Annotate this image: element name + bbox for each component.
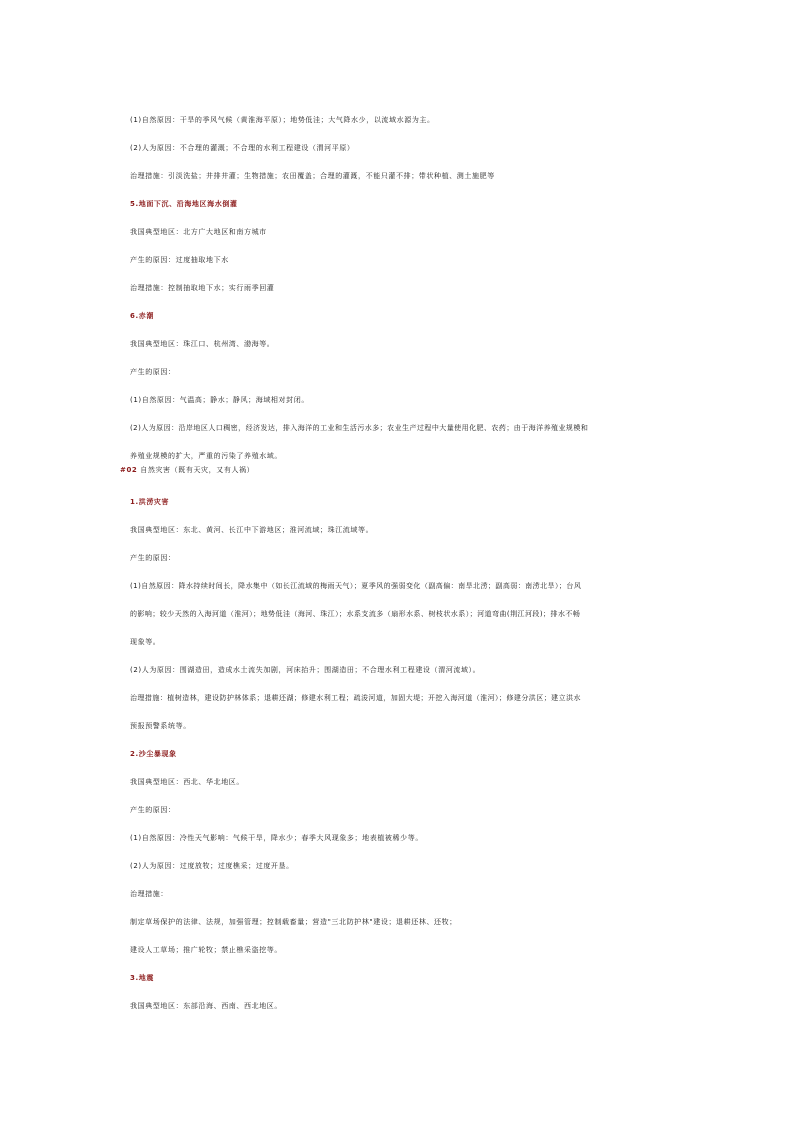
section-heading: 3.地震 — [130, 974, 154, 982]
text-line: 我国典型地区：东北、黄河、长江中下游地区；淮河流域；珠江流域等。 — [130, 526, 374, 534]
text-line: (2)人为原因：围湖造田，造成水土流失加剧，河床抬升；围湖造田；不合理水利工程建设（渭河流域）。 — [130, 666, 481, 674]
section-heading: 5.地面下沉、沿海地区海水倒灌 — [130, 200, 238, 208]
section-number: #02 — [120, 466, 138, 474]
text-line: 制定草场保护的法律、法规，加强管理；控制载畜量；营造"三北防护林"建设；退耕还林、还牧； — [130, 918, 457, 926]
section-title-text: 自然灾害（既有天灾，又有人祸） — [140, 466, 255, 474]
text-line: 的影响；较少天然的入海河道（淮河）；地势低洼（海河、珠江）；水系支流多（扇形水系、树枝状水系）；河道弯曲(荆江河段)；排水不畅 — [130, 610, 581, 618]
text-line: 我国典型地区：西北、华北地区。 — [130, 778, 244, 786]
text-line: 我国典型地区：北方广大地区和南方城市 — [130, 228, 267, 236]
text-line: (2)人为原因：过度放牧；过度樵采；过度开垦。 — [130, 862, 294, 870]
text-line: 治理措施：引淡洗盐；井排井灌；生物措施；农田覆盖；合理的灌溉，不能只灌不排；带状种植、测土施肥等 — [130, 172, 495, 180]
text-line: (2)人为原因：不合理的灌溉；不合理的水利工程建设（渭河平原） — [130, 144, 355, 152]
text-line: 预报预警系统等。 — [130, 722, 191, 730]
text-line: 我国典型地区：珠江口、杭州湾、渤海等。 — [130, 340, 275, 348]
text-line: 产生的原因： — [130, 554, 176, 562]
text-line: 建设人工草场；推广轮牧；禁止樵采盗挖等。 — [130, 946, 282, 954]
text-line: 产生的原因： — [130, 806, 176, 814]
section-heading: 1.洪涝灾害 — [130, 498, 170, 506]
text-line: (1)自然原因：降水持续时间长，降水集中（如长江流域的梅雨天气）；夏季风的强弱变化（副高偏：南旱北涝；副高弱：南涝北旱）；台风 — [130, 582, 582, 590]
text-line: (1)自然原因：干旱的季风气候（黄淮海平原）；地势低洼；大气降水少，以流域水源为主。 — [130, 116, 435, 124]
section-title — [120, 466, 254, 475]
text-line: 我国典型地区：东部沿海、西南、西北地区。 — [130, 1002, 282, 1010]
text-line: 养殖业规模的扩大，严重的污染了养殖水域。 — [130, 452, 282, 460]
text-line: 产生的原因：过度抽取地下水 — [130, 256, 229, 264]
text-line: (1)自然原因：冷性天气影响：气候干旱，降水少；春季大风现象多；地表植被稀少等。 — [130, 834, 423, 842]
text-line: (2)人为原因：沿岸地区人口稠密，经济发达，排入海洋的工业和生活污水多；农业生产过程中大量使用化肥、农药；由于海洋养殖业规模和 — [130, 424, 589, 432]
section-heading: 6.赤潮 — [130, 312, 154, 320]
text-line: 治理措施： — [130, 890, 168, 898]
text-line: 现象等。 — [130, 638, 161, 646]
text-line: (1)自然原因：气温高；静水；静风；海域相对封闭。 — [130, 396, 309, 404]
text-line: 治理措施：控制抽取地下水；实行雨季回灌 — [130, 284, 275, 292]
text-line: 治理措施：植树造林，建设防护林体系；退耕还湖；修建水利工程；疏浚河道，加固大堤；开挖入海河道（淮河）；修建分洪区；建立洪水 — [130, 694, 581, 702]
section-heading: 2.沙尘暴现象 — [130, 750, 177, 758]
text-line: 产生的原因： — [130, 368, 176, 376]
